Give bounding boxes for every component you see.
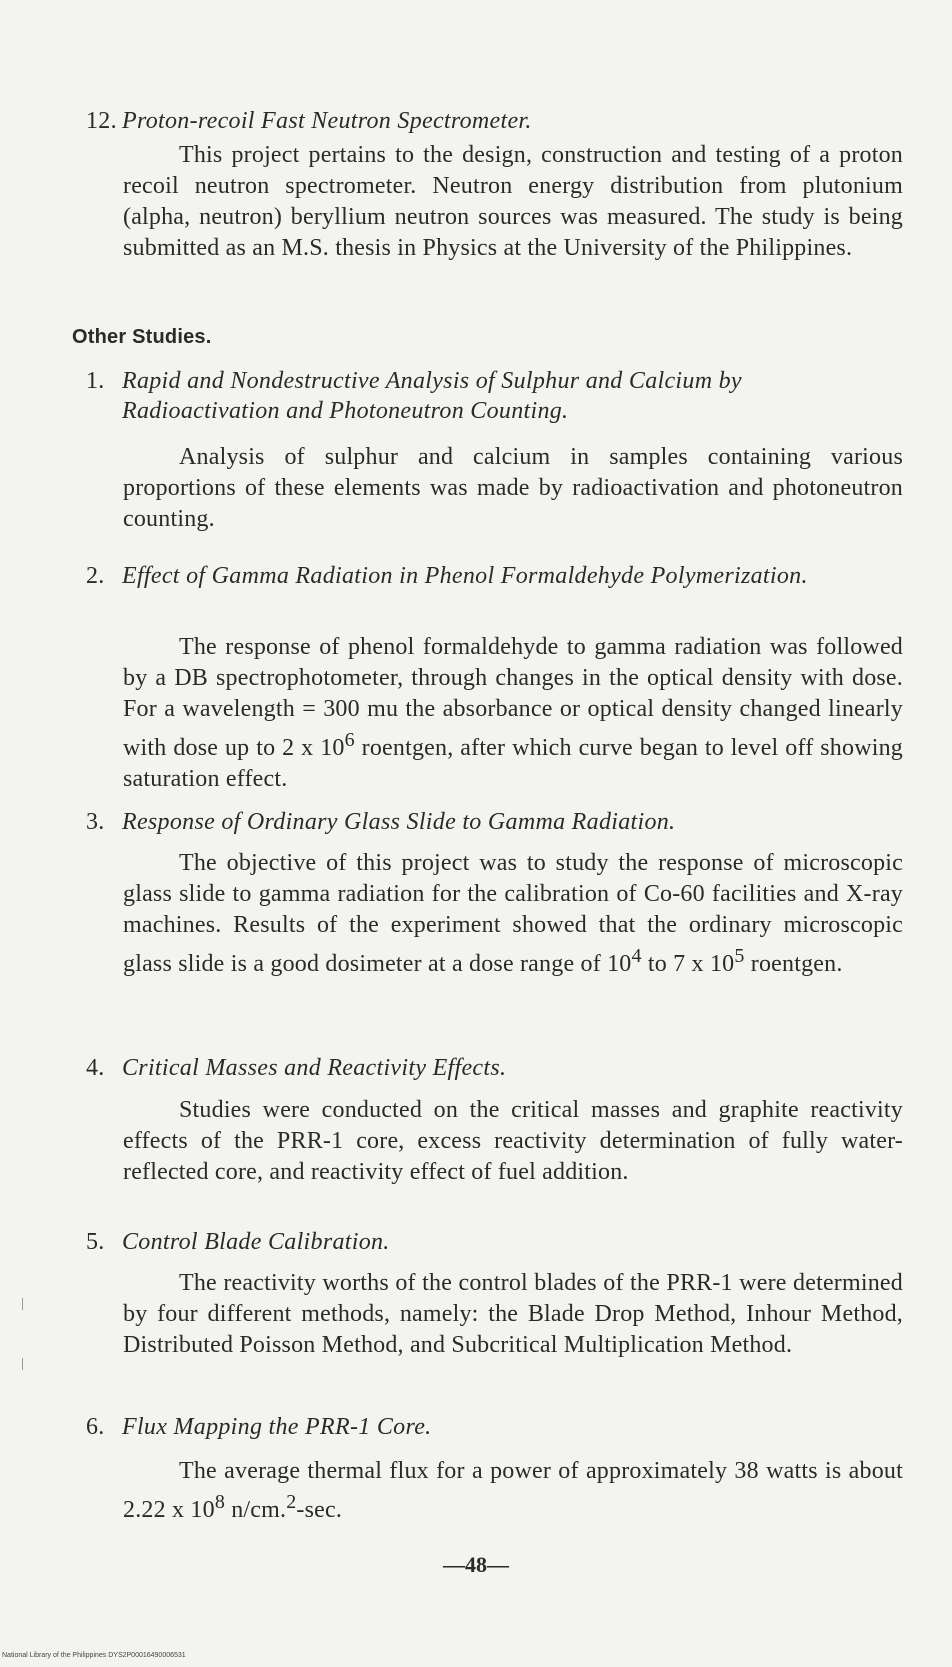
scan-mark: [22, 1298, 23, 1310]
scan-mark: [22, 1358, 23, 1370]
paragraph-text: This project pertains to the design, construction and testing of a proton recoil neutron spectrometer. Neutron energy distribution from plutonium (alpha, neutron) beryllium neutron sources was measured. The study is being submitted as an M.S. thesis in Physics at the University of the Philippines.: [123, 142, 903, 261]
study-title: Response of Ordinary Glass Slide to Gamma Radiation.: [122, 809, 676, 835]
paragraph-text: [123, 1456, 903, 1526]
section-title: Other Studies.: [72, 326, 212, 348]
study-5-heading: [86, 1227, 906, 1257]
study-4-paragraph: [123, 1095, 903, 1188]
study-number: 6.: [86, 1414, 105, 1440]
study-number: 1.: [86, 368, 105, 394]
study-title: Critical Masses and Reactivity Effects.: [122, 1055, 507, 1081]
text-segment: roentgen.: [744, 951, 843, 977]
item-12-paragraph: [123, 140, 903, 264]
study-4-heading: [86, 1053, 906, 1083]
text-segment: to 7 x 10: [641, 951, 735, 977]
text-segment: roentgen, after which curve began to level off showing saturation effect.: [123, 735, 903, 792]
item-number: 12.: [86, 108, 117, 134]
study-number: 2.: [86, 563, 105, 589]
study-3-heading: [86, 807, 906, 837]
paragraph-text: The reactivity worths of the control blades of the PRR-1 were determined by four different methods, namely: the Blade Drop Method, Inhour Method, Distributed Poisson Method, and Subcritical Multiplication Method.: [123, 1270, 903, 1358]
paragraph-text: Analysis of sulphur and calcium in samples containing various proportions of these elements was made by radioactivation and photoneutron counting.: [123, 444, 903, 532]
page-number: —48—: [443, 1552, 509, 1577]
study-2-heading: [86, 561, 906, 591]
study-1-heading: [86, 366, 906, 426]
text-segment: The response of phenol formaldehyde to gamma radiation was followed by a DB spectrophotometer, through changes in the optical density with dose. For a wavelength = 300 mu the absorbance or optical density changed linearly with dose up to 2 x 10: [123, 634, 903, 761]
exponent: 5: [734, 945, 745, 967]
study-number: 4.: [86, 1055, 105, 1081]
exponent: 8: [214, 1491, 226, 1513]
study-title: Flux Mapping the PRR-1 Core.: [122, 1414, 432, 1440]
study-title: Effect of Gamma Radiation in Phenol Formaldehyde Polymerization.: [122, 563, 808, 589]
text-segment: -sec.: [296, 1497, 343, 1523]
study-3-paragraph: [123, 848, 903, 980]
study-number: 3.: [86, 809, 105, 835]
study-6-paragraph: [123, 1456, 903, 1526]
text-segment: The average thermal flux for a power of approximately 38 watts is about 2.22 x 10: [123, 1458, 903, 1523]
study-6-heading: [86, 1412, 906, 1442]
study-title: Rapid and Nondestructive Analysis of Sulphur and Calcium by Radioactivation and Photoneutron Counting.: [122, 368, 742, 424]
text-segment: n/cm.: [225, 1497, 287, 1523]
study-2-paragraph: [123, 632, 903, 795]
exponent: 4: [631, 945, 642, 967]
item-title: Proton-recoil Fast Neutron Spectrometer.: [122, 108, 532, 134]
exponent: 2: [286, 1491, 297, 1513]
text-segment: The objective of this project was to study the response of microscopic glass slide to gamma radiation for the calibration of Co-60 facilities and X-ray machines. Results of the experiment showed that the ordinary microscopic glass slide is a good dosimeter at a dose range of 10: [123, 850, 903, 977]
item-12-heading: [86, 106, 906, 136]
archive-footer: National Library of the Philippines DYS2P00016490006531: [2, 1652, 186, 1659]
exponent: 6: [344, 729, 355, 751]
paragraph-text: Studies were conducted on the critical masses and graphite reactivity effects of the PRR-1 core, excess reactivity determination of fully water-reflected core, and reactivity effect of fuel addition.: [123, 1097, 903, 1185]
paragraph-text: [123, 632, 903, 795]
study-number: 5.: [86, 1229, 105, 1255]
study-1-paragraph: [123, 442, 903, 535]
paragraph-text: [123, 848, 903, 980]
study-title: Control Blade Calibration.: [122, 1229, 390, 1255]
study-5-paragraph: [123, 1268, 903, 1361]
